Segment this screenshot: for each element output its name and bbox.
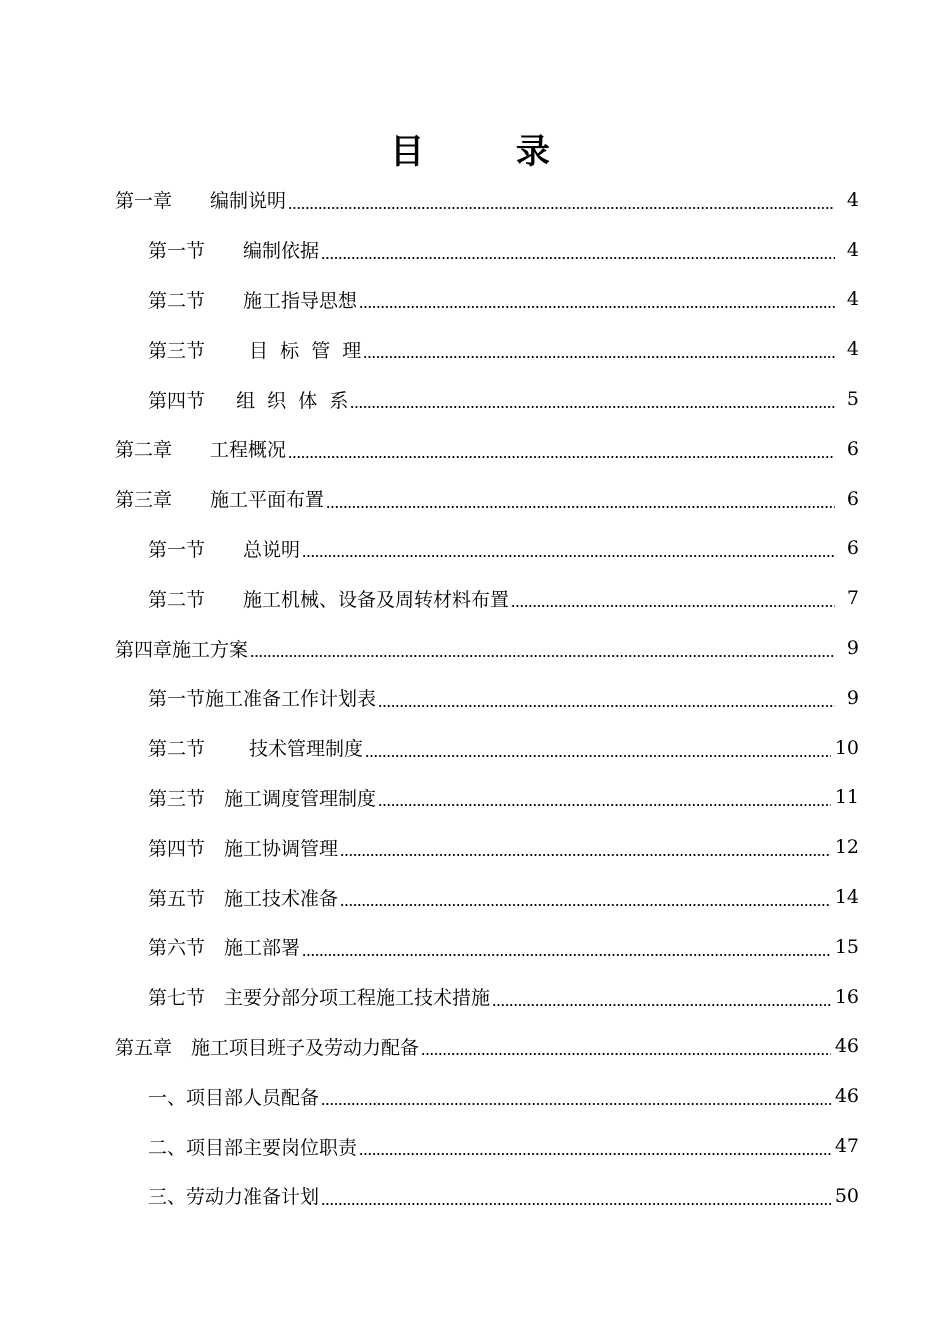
toc-page-number: 5	[846, 388, 859, 411]
toc-entry-text: 第七节 主要分部分项工程施工技术措施	[148, 987, 491, 1010]
toc-page-number: 6	[846, 437, 859, 460]
toc-page-number: 47	[834, 1135, 859, 1158]
toc-dot-leader	[340, 854, 831, 856]
toc-entry-text: 第一节 总说明	[148, 538, 301, 561]
toc-section-entry[interactable]	[0, 524, 950, 574]
toc-list	[0, 175, 950, 1221]
toc-dot-leader	[321, 257, 835, 259]
toc-entry-text: 第三节 施工调度管理制度	[148, 787, 377, 810]
toc-section-entry[interactable]	[0, 872, 950, 922]
toc-dot-leader	[363, 356, 835, 358]
toc-chapter-entry[interactable]	[0, 474, 950, 524]
toc-dot-leader	[378, 705, 835, 707]
toc-entry-text: 一、项目部人员配备	[148, 1086, 320, 1109]
toc-entry-text: 第四节 组 织 体 系	[148, 389, 349, 412]
toc-dot-leader	[250, 655, 835, 657]
toc-section-entry[interactable]	[0, 972, 950, 1022]
toc-page-number: 4	[846, 188, 859, 211]
toc-section-entry[interactable]	[0, 673, 950, 723]
toc-dot-leader	[340, 904, 831, 906]
toc-dot-leader	[492, 1004, 831, 1006]
toc-entry-text: 第一节 编制依据	[148, 240, 320, 263]
toc-entry-text: 第六节 施工部署	[148, 937, 301, 960]
toc-chapter-entry[interactable]	[0, 1022, 950, 1072]
toc-page-number: 4	[846, 238, 859, 261]
toc-page-number: 7	[846, 587, 859, 610]
toc-entry-text: 第二节 技术管理制度	[148, 738, 364, 761]
toc-section-entry[interactable]	[0, 324, 950, 374]
toc-section-entry[interactable]	[0, 225, 950, 275]
toc-section-entry[interactable]	[0, 573, 950, 623]
toc-page-number: 15	[834, 935, 859, 958]
toc-section-entry[interactable]	[0, 275, 950, 325]
toc-page-number: 9	[846, 686, 859, 709]
toc-entry-text: 第五节 施工技术准备	[148, 887, 339, 910]
toc-entry-text: 三、劳动力准备计划	[148, 1186, 320, 1209]
toc-dot-leader	[359, 1153, 831, 1155]
toc-section-entry[interactable]	[0, 374, 950, 424]
toc-page-number: 12	[834, 836, 859, 859]
toc-page-number: 16	[834, 985, 859, 1008]
toc-entry-text: 第四节 施工协调管理	[148, 837, 339, 860]
toc-entry-text: 第二章 工程概况	[115, 439, 287, 462]
toc-entry-text: 第四章施工方案	[115, 638, 249, 661]
toc-page-number: 46	[834, 1035, 859, 1058]
toc-page-number: 4	[846, 338, 859, 361]
toc-entry-text: 第一章 编制说明	[115, 190, 287, 213]
toc-chapter-entry[interactable]	[0, 175, 950, 225]
toc-dot-leader	[302, 954, 831, 956]
toc-page-number: 11	[834, 786, 859, 809]
toc-entry-text: 二、项目部主要岗位职责	[148, 1136, 358, 1159]
toc-entry-text: 第二节 施工机械、设备及周转材料布置	[148, 588, 510, 611]
toc-chapter-entry[interactable]	[0, 623, 950, 673]
toc-page-number: 4	[846, 288, 859, 311]
toc-dot-leader	[511, 605, 835, 607]
toc-section-entry[interactable]	[0, 922, 950, 972]
toc-dot-leader	[365, 755, 831, 757]
toc-dot-leader	[321, 1203, 831, 1205]
toc-section-entry[interactable]	[0, 1121, 950, 1171]
toc-page-number: 6	[846, 487, 859, 510]
toc-dot-leader	[288, 207, 835, 209]
toc-section-entry[interactable]	[0, 822, 950, 872]
toc-page-number: 10	[834, 736, 859, 759]
toc-section-entry[interactable]	[0, 1171, 950, 1221]
toc-dot-leader	[378, 804, 831, 806]
toc-entry-text: 第三节 目 标 管 理	[148, 339, 362, 362]
toc-page-number: 46	[834, 1085, 859, 1108]
toc-page-number: 14	[834, 886, 859, 909]
toc-section-entry[interactable]	[0, 773, 950, 823]
toc-dot-leader	[321, 1103, 831, 1105]
toc-section-entry[interactable]	[0, 1071, 950, 1121]
toc-title: 目 录	[390, 132, 590, 172]
toc-section-entry[interactable]	[0, 723, 950, 773]
toc-dot-leader	[421, 1053, 831, 1055]
toc-chapter-entry[interactable]	[0, 424, 950, 474]
toc-page-number: 50	[834, 1184, 859, 1207]
toc-dot-leader	[302, 555, 835, 557]
toc-dot-leader	[288, 456, 835, 458]
toc-dot-leader	[326, 506, 835, 508]
toc-dot-leader	[350, 406, 835, 408]
toc-dot-leader	[359, 306, 835, 308]
toc-entry-text: 第二节 施工指导思想	[148, 289, 358, 312]
toc-entry-text: 第五章 施工项目班子及劳动力配备	[115, 1036, 420, 1059]
toc-page-number: 6	[846, 537, 859, 560]
toc-entry-text: 第三章 施工平面布置	[115, 489, 325, 512]
toc-entry-text: 第一节施工准备工作计划表	[148, 688, 377, 711]
toc-page-number: 9	[846, 637, 859, 660]
